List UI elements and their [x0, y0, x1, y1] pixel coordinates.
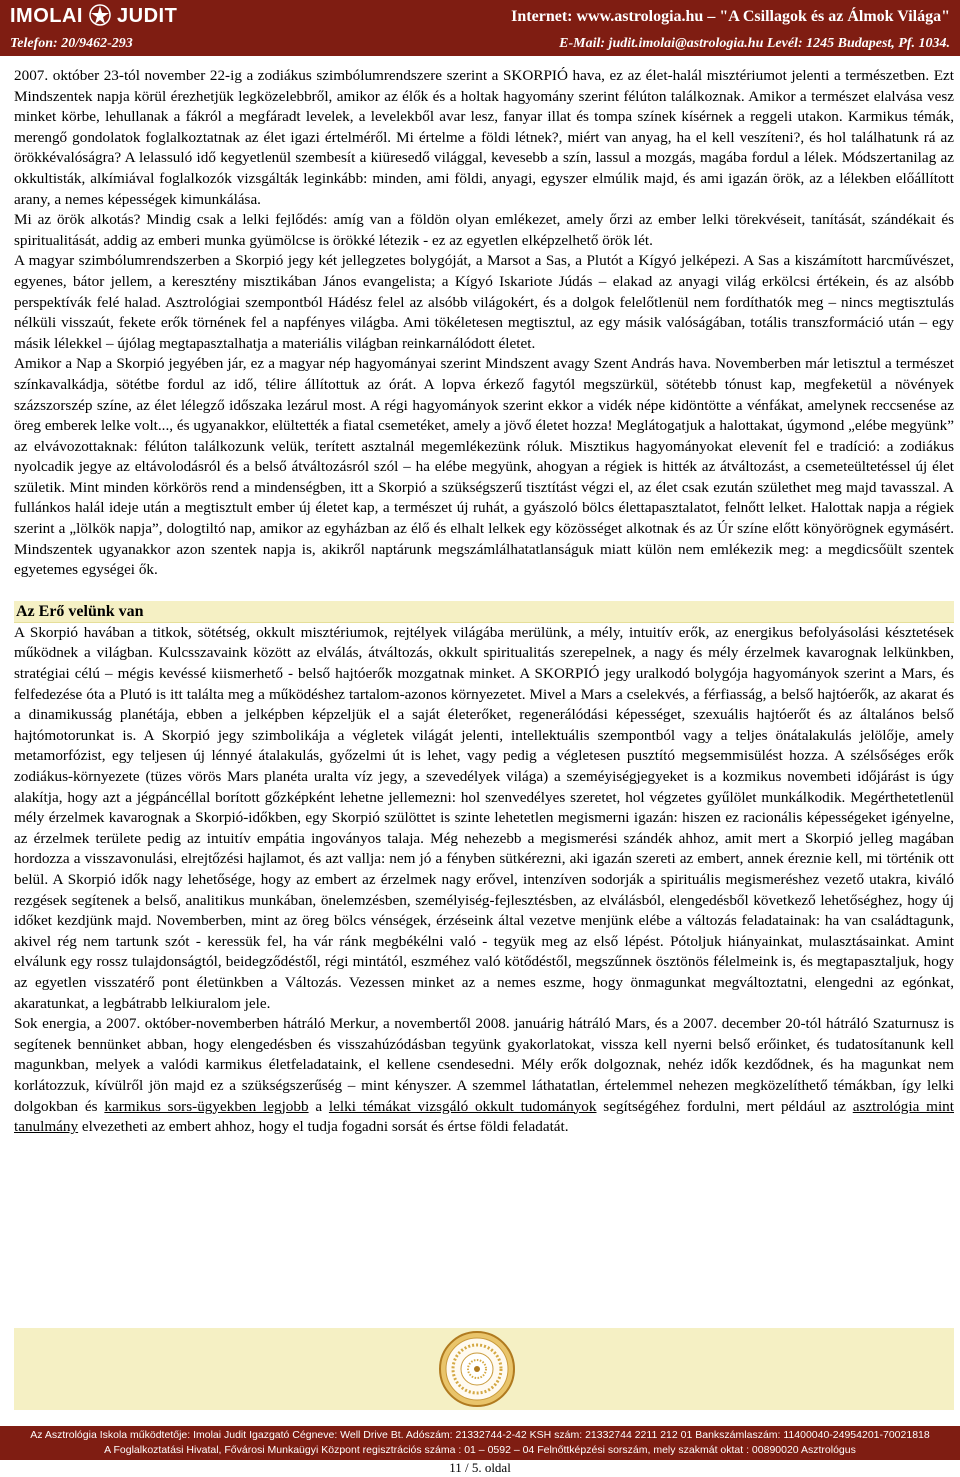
article-body: [14, 66, 954, 1138]
paragraph-energy-text-b: a: [308, 1097, 329, 1115]
link-occult-sciences[interactable]: lelki témákat vizsgáló okkult tudományok: [328, 1097, 597, 1115]
paragraph-energy-text-a: Sok energia, a 2007. október-novemberben hátráló Merkur, a novembertől 2008. januárig hátráló Mars, és a 2007. december 20-tól hátráló Szaturnusz is segítenek bennünket abban, hogy elengedésben és visszahúzódásban tegyünk gyakorlatokat, vissza kell nyerni belső erőinket, és tudatosítanunk kell magunkban, melyek a valódi karmikus életfeladataink, el kellene csendesedni. Mély erők dolgoznak, nehéz idők kezdődnek, és ha magunkat nem korlátozzuk, kívülről jön majd ez a szükségszerűség – mint kényszer. A szemmel láthatatlan, értelemmel nehezen megközelíthető témákban, így lelki dolgokban és: [14, 1015, 954, 1115]
page-header: [0, 0, 960, 56]
email-text[interactable]: E-Mail: judit.imolai@astrologia.hu Levél: 1245 Budapest, Pf. 1034.: [559, 36, 950, 51]
paragraph-tradition: Amikor a Nap a Skorpió jegyében jár, ez a magyar nép hagyományai szerint Mindszent avagy Szent András hava. Novemberben már letisztul a természet színkavalkádja, sötétbe fordul az idő, télire állítottuk az órát. A lopva érkező fagytól megszürkül, sötétebb tónust kap, megfeketül a növények százszorszép színe, az élet lélegző időszaka lezárul most. A régi hagyományok szerint ekkor a vidék népe kidöntötte a vénfákat, amelynek reccsenése az öreg emberek lelke volt..., és ugyanakkor, elültették a fiatal csemetéket, amely a jövő életet hozza! Meglátogatjuk a halottakat, úgymond „elébe megyünk” az elvávozottaknak: félúton találkozunk velük, terített asztalnál megemlékezünk róluk. Misztikus hagyományokat elevenít fel e tradíció: a zodiákus nyolcadik jegye az eltávolodásról és a belső átváltozásról szól – ha elébe megyünk, ahogyan a régiek is hitték az átváltozást, a csemeteültetéssel új élet születik. Mint minden körkörös rend a mindenségben, itt a Skorpió a szükségszerű tisztítást végzi el, az élet csak ezután születhet meg majd tavasszal. A fullánkos halál ideje után a megtisztult ember új életet kap, a természet új ruhát, a gyászoló bölcs élettapasztalatot, felnőtt lelket. Halottak napja a régiek szerint a „lölkök napja”, dologtiltó nap, amikor az egyházban az élő és elhalt lelkek egy közösséget alkotnak és az Úr színe előtt könyörögnek egymásért. Mindszentek ugyanakkor azon szentek napja is, akikről naptárunk megszámlálhatatlanságuk miatt külön nem emlékezik meg: a megdicsőült szentek egyetemes egységei ők.: [14, 355, 954, 579]
website-text[interactable]: Internet: www.astrologia.hu – "A Csillagok és az Álmok Világa": [511, 8, 950, 25]
paragraph-force: A Skorpió havában a titkok, sötétség, okkult misztériumok, rejtélyek világába merülünk, a mély, intuitív erők, az energikus befolyásolási késztetések működnek a világban. Kulcsszavaink között az elválás, átváltozás, okkult spiritualitás szerepelnek, a nagy és mély érzelmek kavarognak lelkünkben, stratégiai célú – mégis kevéssé kiismerhető - belső hajtóerők mozgatnak minket. A SKORPIÓ jegy uralkodó bolygója hagyományok szerint a Mars, és felfedezése óta a Plutó is itt találta meg a működéshez tartalom-azonos környezetet. Mivel a Mars a cselekvés, a férfiasság, a belső hajtóerők, az akarat és a dinamikusság planétája, ebben a jelképben képzeljük el a saját életerőket, regenerálódási képességet, szexuális hajtóerőt és az általános belső hajtómotorunkat is. A Skorpió jegy szimbolikája a végletek világát jelenti, intellektuális szempontból vagy a teljes önátalakulás jelölője, amely metamorfózist, egy teljesen új lénnyé átalakulás, győzelmi út is lehet, vagy pedig a végletesen pusztító megsemmisülést hozza. A szélsőséges erők zodiákus-környezete (tüzes vörös Mars planéta uralta víz jegy, a szevedélyek világa) a szeméyiségjegyeket is a kozmikus novembeti időjárást is úgy alakítja, hogy azt a jégpáncéllal borított gőzképként lehetne jellemezni: hol szenvedélyes szeretet, hol végzetes gyűlölet munkálkodik. Megérthetetlenül mély érzelmek kavarognak a Skorpió-időkben, egy Skorpió szülöttet is szinte lehetetlen megismerni igazán: hiszen ez racionális képességeket igényelne, az érzelmek területe pedig az intuitív empátia ingoványos talaja. Még nehezebb a megismerési szándék ahhoz, amit mert a Skorpió jelleg magában hordozza a visszavonulási, elrejtőzési hajlamot, és azt vallja: nem jó a fényben sütkérezni, aki igazán szereti az embert, annek éreznie kell, mi történik ott belül. A Skorpió idők nagy lehetősége, hogy az embert az érzelmek nagy erővel, intenzíven sodorják a spirituális megismeréshez vezető utakra, kiváló rezgések segítenek a belső, analitikus munkában, önelemzésben, személyiség-fejlesztésben, az elválásból, elengedésből következő lehetőséghez, hogy új időket kezdjünk majd. Novemberben, mint az öreg bölcs vénségek, érzéseink által vezetve menjünk elébe a változás feladatainak: ha van családtagunk, akivel rég nem tartunk szót - keressük fel, ha vár ránk megbékélni való - tegyük meg az első lépést. Pótoljuk hiányainkat, mulasztásainkat. Amint elválunk egy rossz tulajdonságtól, beidegződéstől, régi mintától, eszméhez való kötődéstől, megszűnnek ösztönös félelmeink is, és megtapasztaljuk, hogy az egyetlen visszatérő pont életünkben a Változás. Vezessen minket az a nemes eszme, hogy önmagunkat megváltoztatni, elengedni az egónkat, akaratunkat, a legbátrabb lelkiuralom jele.: [14, 623, 954, 1012]
footer-line-company: Az Asztrológia Iskola működtetője: Imolai Judit Igazgató Cégneve: Well Drive Bt. Adószám: 21332744-2-42 KSH szám: 21332744 2211 212 01 Bankszámlaszám: 11400040-24954201-70021818: [30, 1429, 930, 1441]
logo: [10, 4, 177, 28]
logo-name-first: IMOLAI: [10, 5, 83, 27]
paragraph-energy: [14, 1014, 954, 1138]
section-title: Az Erő velünk van: [14, 601, 954, 623]
paragraph-symbols: A magyar szimbólumrendszerben a Skorpió jegy két jellegzetes bolygóját, a Marsot a Sas, a Plutót a Kígyó jelképezi. A Sas a kiszámított harcművészet, egyenes, bátor jellem, a keresztény misztikában János evangelista; a Kígyó Iskariote Júdás – elakad az anyagi világ erkölcsi értékein, és az alsóbb perspektívák felé halad. Asztrológiai szempontból Hádész felel az alsóbb világokért, és a dolgok felelőtlenül nem fordíthatók meg – nincs megtisztulás nélküli visszaút, fekete erők törnének fel a napfényes világba. Ami tökéletesen megtisztul, az egy másik valóságában, totális transzformáció után – egy másik lélekkel – újólag megtapasztalhatja a materiális világban reinkarnálódott életet.: [14, 252, 954, 352]
footer-line-registration: A Foglalkoztatási Hivatal, Fővárosi Munkaügyi Központ regisztrációs száma : 01 – 0592 – 04 Felnőttképzési sorszám, mely szakmát oktat : 00890020 Asztrológus: [104, 1444, 856, 1456]
logo-name-last: JUDIT: [117, 5, 178, 27]
paragraph-intro: 2007. október 23-tól november 22-ig a zodiákus szimbólumrendszere szerint a SKORPIÓ hava, ez az élet-halál misztériumot jelenti a természetben. Ezt Mindszentek napja körül érezhetjük legközelebbről, amikor az élők és a holtak hagyomány szerint félúton találkoznak. Amikor a természet elalvása vesz minket körbe, lehullanak a fákról a megfáradt levelek, a levelekből avar lesz, fanyar illat és tompa színek kísérnek a reggeli utakon. Karmikus témák, merengő gondolatok foglalkoztatnak az élet igazi értelméről. Mi értelme a földi létnek?, miért van anyag, ha el kell veszíteni?, és hol találhatunk rá az örökkévalóságra? A lelassuló idő kegyetlenül szembesít a kiüresedő világgal, kevesebb a szín, lassul a mozgás, magába fordul a lélek. Módszertanilag az okkultisták, alkímiával foglalkozók vizsgálták leginkább: minden, ami földi, anyagi, egyszer elmúlik majd, és ami igazán örök, az a lélekben előállított arany, a nemes képességek kimunkálása.: [14, 67, 954, 208]
page-number: 11 / 5. oldal: [449, 1460, 511, 1475]
mandala-image: [438, 1330, 516, 1408]
link-astrology-study[interactable]: asztrológia mint tanulmány: [14, 1097, 955, 1136]
page-footer: [0, 1426, 960, 1460]
image-band: [14, 1328, 954, 1410]
paragraph-eternal: Mi az örök alkotás? Mindig csak a lelki fejlődés: amíg van a földön olyan emlékezet, amely őrzi az ember lelki törekvéseit, tanítását, szándékait és spiritualitását, addig az emberi munka gyümölcse is örökké létezik - ez az egyetlen elképzelhető örök lét.: [14, 211, 954, 249]
link-karmic-affairs[interactable]: karmikus sors-ügyekben legjobb: [104, 1097, 309, 1115]
paragraph-energy-text-c: segítségéhez fordulni, mert például az: [596, 1097, 853, 1115]
paragraph-energy-text-d: elvezetheti az embert ahhoz, hogy el tudja fogadni sorsát és értse földi feladatát.: [78, 1118, 569, 1136]
phone-text: Telefon: 20/9462-293: [10, 36, 133, 51]
star-emblem-icon: [89, 4, 111, 26]
